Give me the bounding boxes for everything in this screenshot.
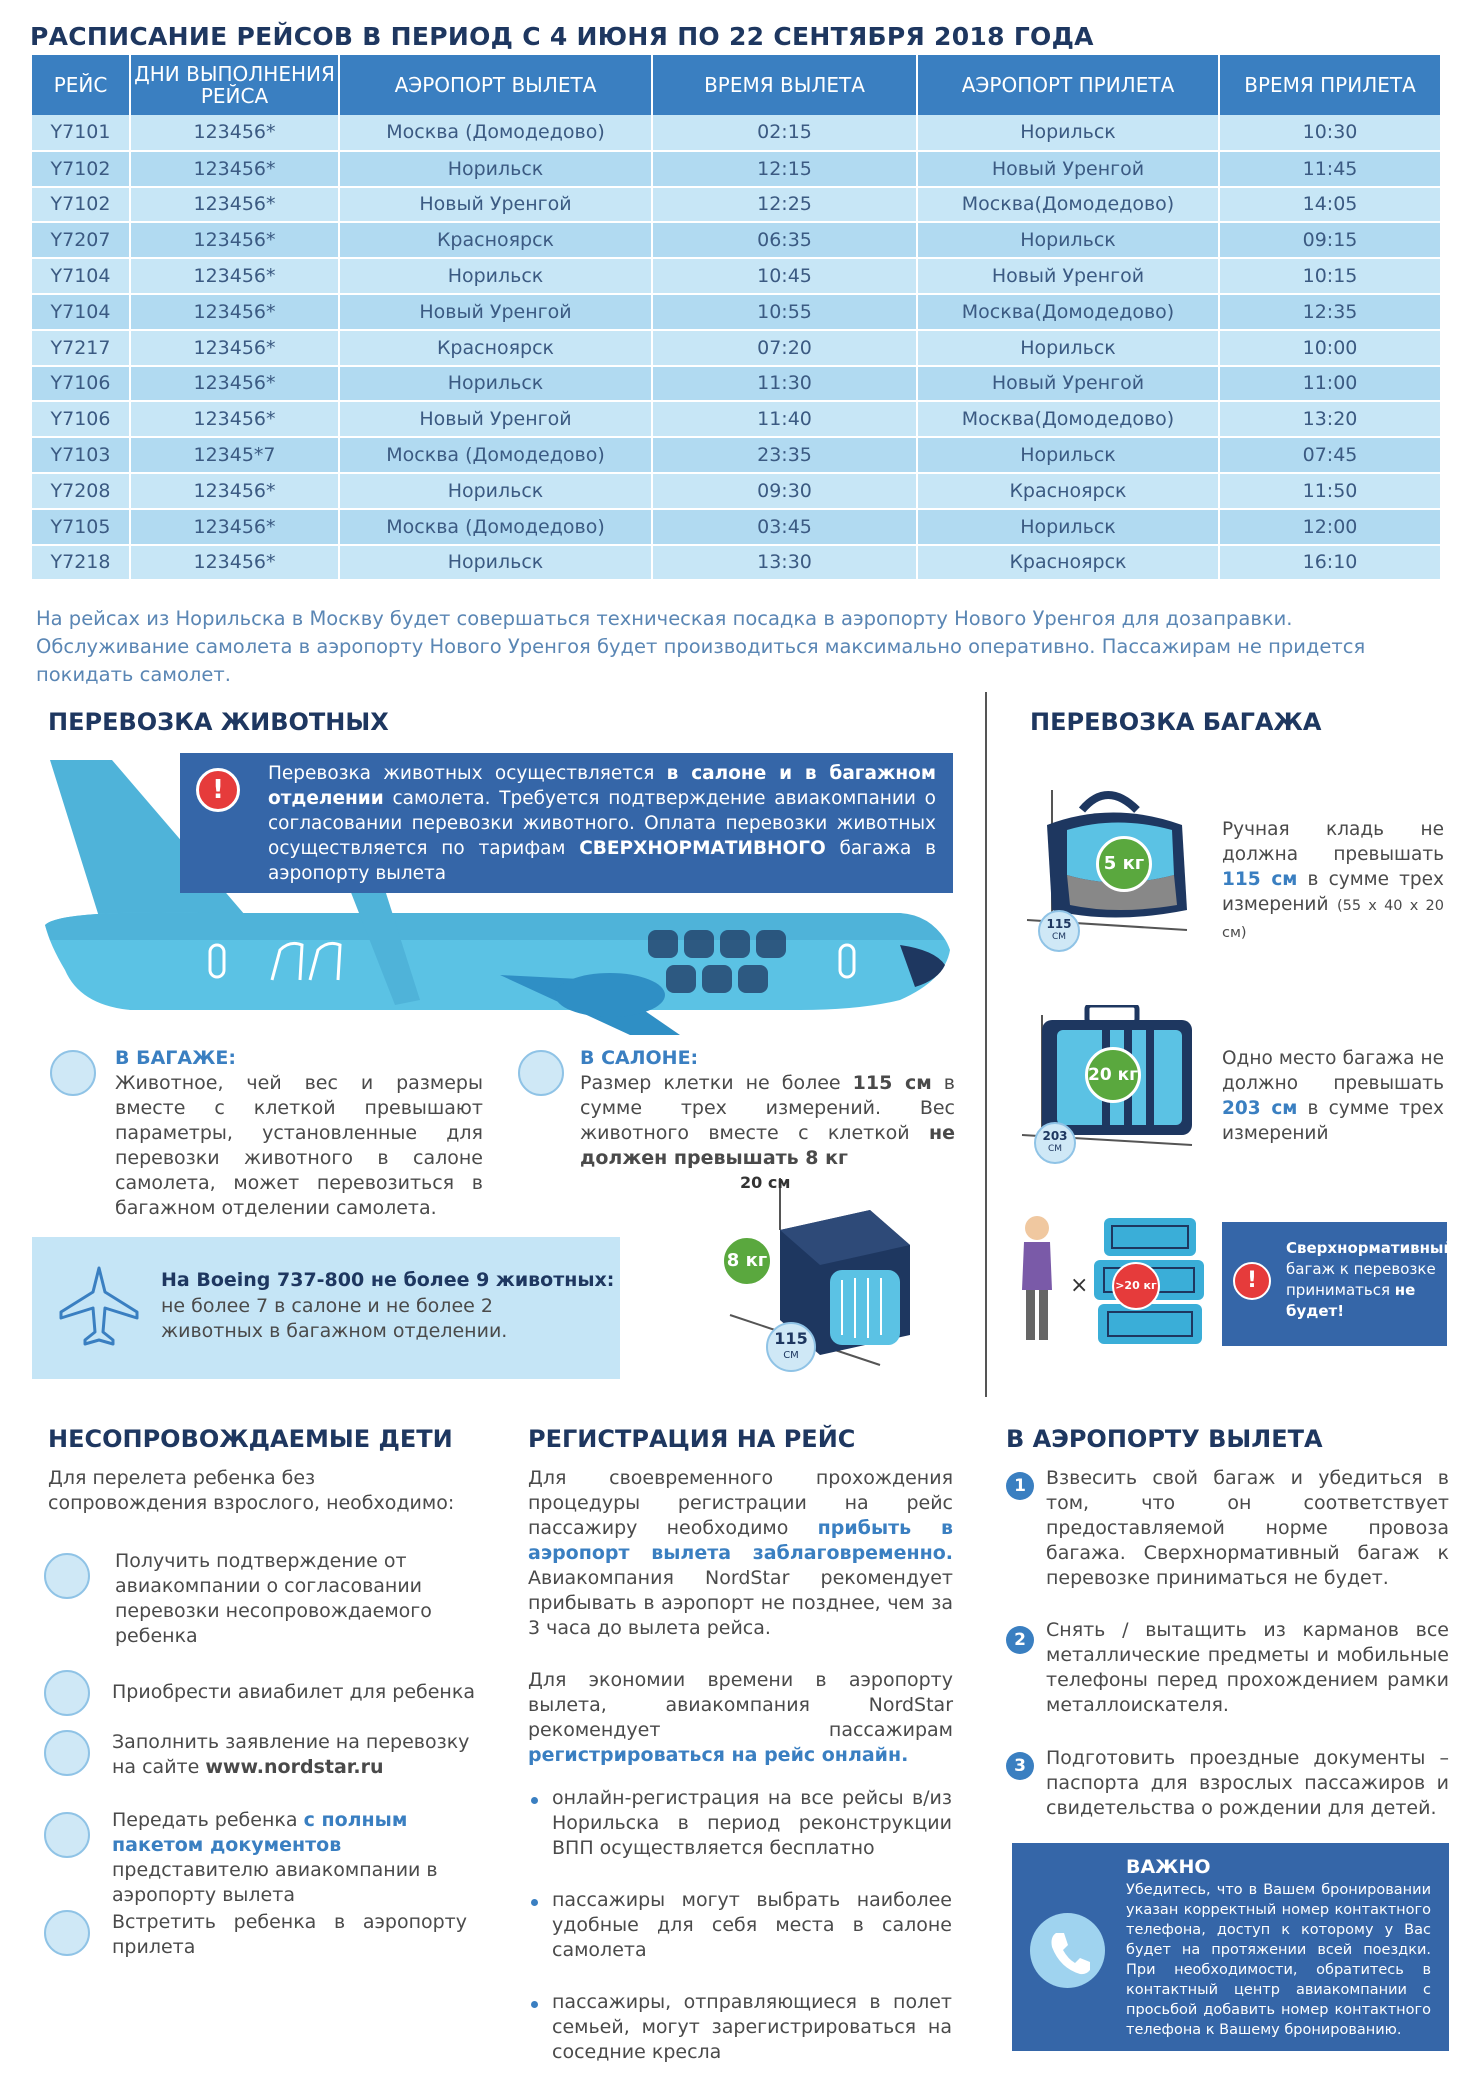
bullet-dot xyxy=(531,1899,538,1906)
schedule-column-header: РЕЙС xyxy=(32,55,130,115)
phone-icon xyxy=(1030,1913,1105,1988)
schedule-column-header: ДНИ ВЫПОЛНЕНИЯ РЕЙСА xyxy=(130,55,339,115)
children-item-2: Приобрести авиабилет для ребенка xyxy=(112,1681,475,1703)
hand-bag-size: 115 xyxy=(1046,917,1072,931)
schedule-cell: 11:00 xyxy=(1219,366,1441,402)
schedule-cell: Красноярск xyxy=(339,330,652,366)
children-item-1: Получить подтверждение от авиакомпании о согласовании перевозки несопровождаемого ребенка xyxy=(115,1550,432,1647)
hand-bag-size-badge xyxy=(1038,910,1080,952)
schedule-cell: Y7102 xyxy=(32,187,130,223)
schedule-cell: Норильск xyxy=(339,366,652,402)
schedule-cell: Норильск xyxy=(917,330,1219,366)
bullet-dot xyxy=(531,1797,538,1804)
schedule-cell: 11:40 xyxy=(652,401,917,437)
suitcase-weight-badge: 20 кг xyxy=(1085,1047,1141,1103)
schedule-row xyxy=(32,115,1441,151)
schedule-cell: 11:30 xyxy=(652,366,917,402)
suitcase-size-badge xyxy=(1034,1122,1076,1164)
hand-bag-text: Ручная кладь не должна превышать 115 см в сумме трех измерений (55 х 40 х 20 см) xyxy=(1222,819,1444,941)
schedule-cell: Y7102 xyxy=(32,151,130,187)
schedule-cell: Норильск xyxy=(917,222,1219,258)
hand-bag-unit: СМ xyxy=(1051,932,1067,942)
documents-icon xyxy=(44,1812,90,1858)
carrier-unit: СМ xyxy=(783,1350,799,1361)
luggage-title: ПЕРЕВОЗКА БАГАЖА xyxy=(1030,708,1322,736)
schedule-column-header: ВРЕМЯ ВЫЛЕТА xyxy=(652,55,917,115)
excess-alert-text: Сверхнормативный багаж к перевозке приниматься не будет! xyxy=(1286,1239,1455,1320)
children-item-3: Заполнить заявление на перевозку на сайте www.nordstar.ru xyxy=(112,1731,470,1778)
children-item-5: Встретить ребенка в аэропорту прилета xyxy=(112,1911,467,1958)
schedule-cell: 123456* xyxy=(130,115,339,151)
animals-baggage-title: В БАГАЖЕ: xyxy=(115,1047,236,1069)
carrier-height-label: 20 см xyxy=(740,1173,791,1192)
boeing-text: не более 7 в салоне и не более 2 животных в багажном отделении. xyxy=(161,1295,508,1342)
schedule-cell: Норильск xyxy=(339,151,652,187)
schedule-cell: Y7104 xyxy=(32,294,130,330)
schedule-row xyxy=(32,366,1441,402)
schedule-cell: Y7106 xyxy=(32,366,130,402)
boeing-title: На Boeing 737-800 не более 9 животных: xyxy=(161,1269,615,1291)
schedule-cell: Y7101 xyxy=(32,115,130,151)
schedule-cell: 11:45 xyxy=(1219,151,1441,187)
animals-cabin-text: Размер клетки не более 115 см в сумме трех измерений. Вес животного вместе с клеткой не должен превышать 8 кг xyxy=(580,1072,955,1169)
schedule-cell: Y7208 xyxy=(32,473,130,509)
schedule-cell: 10:45 xyxy=(652,258,917,294)
hand-bag-weight-badge: 5 кг xyxy=(1096,836,1152,892)
schedule-cell: Москва (Домодедово) xyxy=(339,115,652,151)
schedule-cell: Y7103 xyxy=(32,437,130,473)
schedule-row xyxy=(32,187,1441,223)
schedule-cell: 09:30 xyxy=(652,473,917,509)
checkin-bullet-2: пассажиры могут выбрать наиболее удобные для себя места в салоне самолета xyxy=(552,1889,952,1961)
suitcase-size: 203 xyxy=(1042,1129,1068,1143)
airport-title: В АЭРОПОРТУ ВЫЛЕТА xyxy=(1006,1425,1323,1453)
schedule-cell: 14:05 xyxy=(1219,187,1441,223)
schedule-row xyxy=(32,545,1441,581)
schedule-row xyxy=(32,222,1441,258)
excess-weight-badge: >20 кг xyxy=(1112,1262,1160,1310)
schedule-cell: 10:15 xyxy=(1219,258,1441,294)
schedule-cell: 123456* xyxy=(130,294,339,330)
bullet-dot xyxy=(531,2001,538,2008)
section-divider xyxy=(985,692,987,1397)
schedule-cell: 123456* xyxy=(130,222,339,258)
schedule-cell: 123456* xyxy=(130,151,339,187)
schedule-table xyxy=(32,55,1442,581)
schedule-cell: 12345*7 xyxy=(130,437,339,473)
schedule-cell: Москва(Домодедово) xyxy=(917,401,1219,437)
schedule-cell: Красноярск xyxy=(917,545,1219,581)
schedule-cell: Новый Уренгой xyxy=(339,401,652,437)
schedule-cell: 123456* xyxy=(130,509,339,545)
schedule-cell: Москва (Домодедово) xyxy=(339,509,652,545)
checkin-paragraph-2: Для экономии времени в аэропорту вылета, авиакомпания NordStar рекомендует пассажирам регистрироваться на рейс онлайн. xyxy=(528,1669,953,1766)
cat-icon xyxy=(518,1050,564,1096)
schedule-row xyxy=(32,330,1441,366)
carrier-weight-badge: 8 кг xyxy=(721,1235,773,1287)
plane-icon xyxy=(55,1262,143,1350)
schedule-cell: 123456* xyxy=(130,473,339,509)
parent-child-icon xyxy=(44,1910,90,1956)
ticket-icon xyxy=(44,1670,90,1716)
schedule-cell: 12:25 xyxy=(652,187,917,223)
schedule-cell: Y7207 xyxy=(32,222,130,258)
schedule-cell: 09:15 xyxy=(1219,222,1441,258)
important-title: ВАЖНО xyxy=(1126,1856,1211,1878)
airport-step-1: Взвесить свой багаж и убедиться в том, что он соответствует предоставляемой норме провоза багажа. Сверхнормативный багаж к перевозке приниматься не будет. xyxy=(1046,1467,1449,1589)
animals-alert-text: Перевозка животных осуществляется в салоне и в багажном отделении самолета. Требуется подтверждение авиакомпании о согласовании перевозки животного. Оплата перевозки животных осуществляется по тарифам СВЕРХНОРМАТИВНОГО багажа в аэропорту вылета xyxy=(268,763,936,884)
schedule-column-header: АЭРОПОРТ ВЫЛЕТА xyxy=(339,55,652,115)
checkin-bullet-3: пассажиры, отправляющиеся в полет семьей, могут зарегистрироваться на соседние кресла xyxy=(552,1991,952,2063)
schedule-cell: 123456* xyxy=(130,187,339,223)
schedule-cell: 10:00 xyxy=(1219,330,1441,366)
warning-icon: ! xyxy=(196,768,240,812)
schedule-cell: 07:45 xyxy=(1219,437,1441,473)
schedule-cell: Новый Уренгой xyxy=(917,366,1219,402)
children-intro: Для перелета ребенка без сопровождения взрослого, необходимо: xyxy=(48,1467,455,1514)
schedule-title: РАСПИСАНИЕ РЕЙСОВ В ПЕРИОД С 4 ИЮНЯ ПО 22 СЕНТЯБРЯ 2018 ГОДА xyxy=(30,22,1094,51)
schedule-cell: 12:35 xyxy=(1219,294,1441,330)
schedule-cell: Y7217 xyxy=(32,330,130,366)
schedule-cell: Красноярск xyxy=(917,473,1219,509)
schedule-cell: 12:15 xyxy=(652,151,917,187)
checkin-bullet-1: онлайн-регистрация на все рейсы в/из Норильска в период реконструкции ВПП осуществляется бесплатно xyxy=(552,1787,952,1859)
schedule-cell: 12:00 xyxy=(1219,509,1441,545)
schedule-cell: 123456* xyxy=(130,330,339,366)
schedule-cell: 123456* xyxy=(130,401,339,437)
checkin-paragraph-1: Для своевременного прохождения процедуры регистрации на рейс пассажиру необходимо прибыть в аэропорт вылета заблаговременно. Авиакомпания NordStar рекомендует прибывать в аэропорт не позднее, чем за 3 часа до вылета рейса. xyxy=(528,1467,954,1639)
schedule-row xyxy=(32,473,1441,509)
document-icon xyxy=(44,1553,90,1599)
step-number-2: 2 xyxy=(1006,1626,1034,1654)
schedule-cell: Норильск xyxy=(917,509,1219,545)
schedule-cell: 10:55 xyxy=(652,294,917,330)
schedule-cell: 13:20 xyxy=(1219,401,1441,437)
checkin-title: РЕГИСТРАЦИЯ НА РЕЙС xyxy=(528,1425,856,1453)
schedule-cell: Москва(Домодедово) xyxy=(917,187,1219,223)
schedule-cell: 06:35 xyxy=(652,222,917,258)
schedule-cell: Y7105 xyxy=(32,509,130,545)
schedule-cell: Норильск xyxy=(339,545,652,581)
schedule-cell: 13:30 xyxy=(652,545,917,581)
schedule-row xyxy=(32,258,1441,294)
schedule-cell: 07:20 xyxy=(652,330,917,366)
schedule-cell: Новый Уренгой xyxy=(339,187,652,223)
schedule-column-header: ВРЕМЯ ПРИЛЕТА xyxy=(1219,55,1441,115)
schedule-cell: 16:10 xyxy=(1219,545,1441,581)
children-title: НЕСОПРОВОЖДАЕМЫЕ ДЕТИ xyxy=(48,1425,453,1453)
schedule-cell: Норильск xyxy=(339,258,652,294)
monitor-icon xyxy=(44,1730,90,1776)
schedule-header-row xyxy=(32,55,1441,115)
schedule-cell: 10:30 xyxy=(1219,115,1441,151)
schedule-cell: Y7218 xyxy=(32,545,130,581)
schedule-cell: Y7104 xyxy=(32,258,130,294)
schedule-cell: Новый Уренгой xyxy=(339,294,652,330)
animals-title: ПЕРЕВОЗКА ЖИВОТНЫХ xyxy=(48,708,389,736)
schedule-row xyxy=(32,437,1441,473)
schedule-cell: 03:45 xyxy=(652,509,917,545)
schedule-cell: Москва(Домодедово) xyxy=(917,294,1219,330)
schedule-cell: Норильск xyxy=(917,437,1219,473)
airport-step-3: Подготовить проездные документы – паспорта для взрослых пассажиров и свидетельства о рождении для детей. xyxy=(1046,1747,1449,1819)
step-number-3: 3 xyxy=(1006,1752,1034,1780)
schedule-row xyxy=(32,294,1441,330)
animals-cabin-title: В САЛОНЕ: xyxy=(580,1047,699,1069)
schedule-cell: 123456* xyxy=(130,545,339,581)
schedule-column-header: АЭРОПОРТ ПРИЛЕТА xyxy=(917,55,1219,115)
suitcase-unit: СМ xyxy=(1047,1144,1063,1154)
schedule-row xyxy=(32,401,1441,437)
dog-icon xyxy=(50,1050,96,1096)
schedule-cell: 02:15 xyxy=(652,115,917,151)
schedule-cell: 11:50 xyxy=(1219,473,1441,509)
airport-step-2: Снять / вытащить из карманов все металлические предметы и мобильные телефоны перед прохождением рамки металлоискателя. xyxy=(1046,1619,1449,1716)
carrier-size-badge xyxy=(766,1322,816,1372)
schedule-cell: Москва (Домодедово) xyxy=(339,437,652,473)
schedule-row xyxy=(32,509,1441,545)
schedule-cell: Норильск xyxy=(339,473,652,509)
schedule-cell: Новый Уренгой xyxy=(917,151,1219,187)
schedule-note: На рейсах из Норильска в Москву будет совершаться техническая посадка в аэропорту Нового Уренгоя для дозаправки. Обслуживание самолета в аэропорту Нового Уренгоя будет производиться максимально оперативно. Пассажирам не придется покидать самолет. xyxy=(36,607,1366,686)
phone-glyph xyxy=(1030,1913,1105,1988)
important-text: Убедитесь, что в Вашем бронировании указан корректный номер контактного телефона, доступ к которому у Вас будет на протяжении всей поездки. При необходимости, обратитесь в контактный центр авиакомпании с просьбой добавить номер контактного телефона к Вашему бронированию. xyxy=(1126,1882,1431,2038)
children-item-4: Передать ребенка с полным пакетом документов представителю авиакомпании в аэропорту вылета xyxy=(112,1809,438,1906)
schedule-cell: 23:35 xyxy=(652,437,917,473)
carrier-size: 115 xyxy=(774,1329,808,1348)
schedule-row xyxy=(32,151,1441,187)
animals-baggage-text: Животное, чей вес и размеры вместе с клеткой превышают параметры, установленные для перевозки животного в салоне самолета, может перевозиться в багажном отделении самолета. xyxy=(115,1072,483,1219)
svg-text:×: × xyxy=(1070,1273,1089,1298)
schedule-cell: Норильск xyxy=(917,115,1219,151)
schedule-cell: 123456* xyxy=(130,258,339,294)
schedule-cell: Красноярск xyxy=(339,222,652,258)
schedule-cell: Новый Уренгой xyxy=(917,258,1219,294)
schedule-cell: 123456* xyxy=(130,366,339,402)
suitcase-text: Одно место багажа не должно превышать 203 см в сумме трех измерений xyxy=(1222,1048,1444,1144)
excess-warning-icon: ! xyxy=(1233,1262,1271,1300)
step-number-1: 1 xyxy=(1006,1472,1034,1500)
schedule-cell: Y7106 xyxy=(32,401,130,437)
